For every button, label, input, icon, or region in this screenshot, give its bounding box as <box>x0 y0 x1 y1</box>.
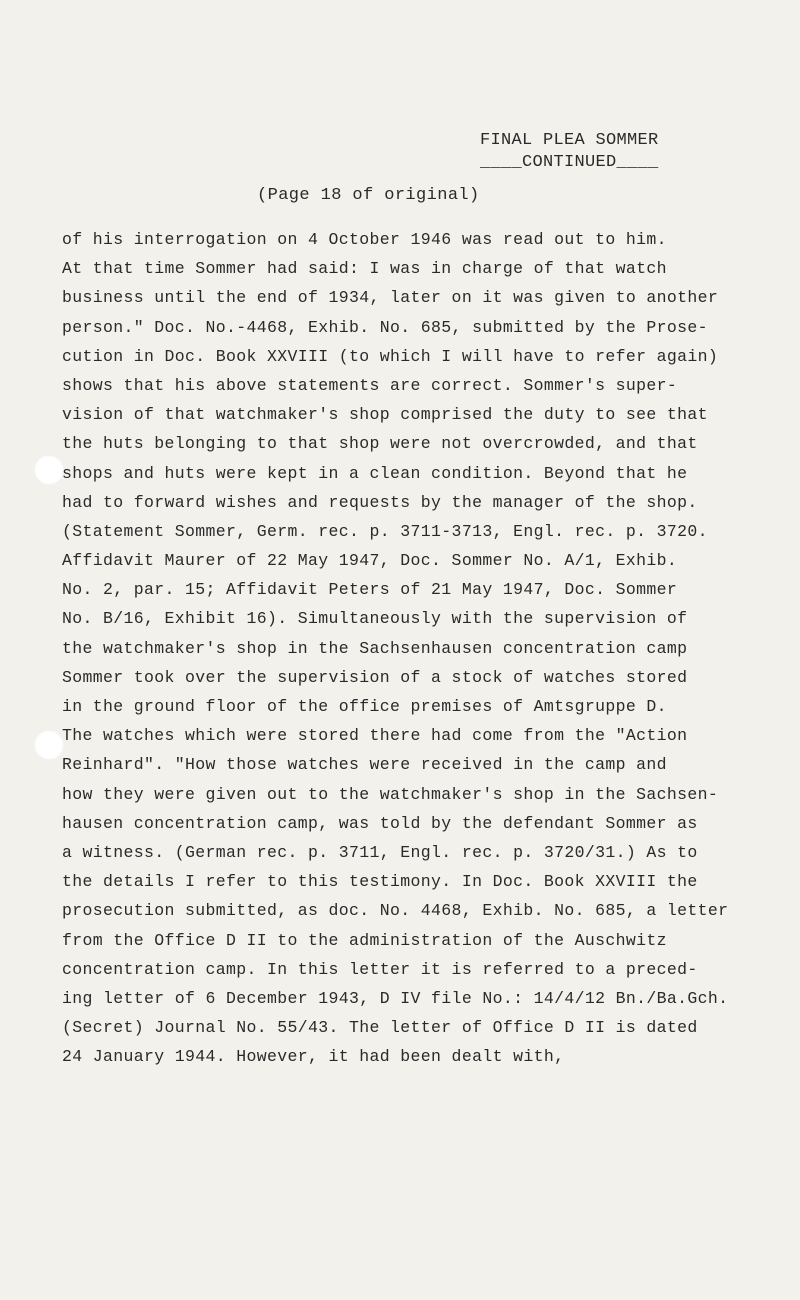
text-line: the details I refer to this testimony. In Doc. Book XXVIII the <box>62 872 698 892</box>
text-line: (Secret) Journal No. 55/43. The letter of Office D II is dated <box>62 1018 698 1038</box>
text-line: the huts belonging to that shop were not overcrowded, and that <box>62 434 698 454</box>
text-line: prosecution submitted, as doc. No. 4468, Exhib. No. 685, a letter <box>62 901 729 921</box>
text-line: a witness. (German rec. p. 3711, Engl. rec. p. 3720/31.) As to <box>62 842 698 862</box>
punch-hole-bottom <box>34 730 64 760</box>
text-line: of his interrogation on 4 October 1946 was read out to him. <box>62 230 667 249</box>
text-line: how they were given out to the watchmaker's shop in the Sachsen- <box>62 784 719 804</box>
header-continued: ____CONTINUED____ <box>480 153 659 172</box>
text-line: No. 2, par. 15; Affidavit Peters of 21 May 1947, Doc. Sommer <box>62 580 678 600</box>
text-line: from the Office D II to the administration of the Auschwitz <box>62 930 667 950</box>
text-line: concentration camp. In this letter it is referred to a preced- <box>62 959 698 979</box>
text-line: Reinhard". "How those watches were received in the camp and <box>62 755 667 775</box>
punch-hole-top <box>34 455 64 485</box>
text-line: hausen concentration camp, was told by the defendant Sommer as <box>62 813 698 833</box>
text-line: business until the end of 1934, later on it was given to another <box>62 288 719 308</box>
text-line: Affidavit Maurer of 22 May 1947, Doc. Sommer No. A/1, Exhib. <box>62 551 678 571</box>
page-reference: (Page 18 of original) <box>257 186 480 205</box>
text-line: the watchmaker's shop in the Sachsenhausen concentration camp <box>62 638 688 658</box>
text-line: At that time Sommer had said: I was in charge of that watch <box>62 259 667 279</box>
body-text <box>62 225 728 1071</box>
text-line: shops and huts were kept in a clean condition. Beyond that he <box>62 463 688 483</box>
text-line: ing letter of 6 December 1943, D IV file No.: 14/4/12 Bn./Ba.Gch. <box>62 988 729 1008</box>
text-line: person." Doc. No.-4468, Exhib. No. 685, submitted by the Prose- <box>62 317 708 337</box>
document-header <box>480 130 659 174</box>
text-line: The watches which were stored there had come from the "Action <box>62 726 688 746</box>
text-line: vision of that watchmaker's shop comprised the duty to see that <box>62 405 708 425</box>
text-line: Sommer took over the supervision of a stock of watches stored <box>62 667 688 687</box>
text-line: No. B/16, Exhibit 16). Simultaneously with the supervision of <box>62 609 688 629</box>
text-line: shows that his above statements are correct. Sommer's super- <box>62 375 678 395</box>
text-line: 24 January 1944. However, it had been dealt with, <box>62 1047 565 1067</box>
text-line: in the ground floor of the office premises of Amtsgruppe D. <box>62 697 667 716</box>
text-line: had to forward wishes and requests by the manager of the shop. <box>62 492 698 512</box>
text-line: (Statement Sommer, Germ. rec. p. 3711-3713, Engl. rec. p. 3720. <box>62 521 708 541</box>
header-title: FINAL PLEA SOMMER <box>480 131 659 150</box>
text-line: cution in Doc. Book XXVIII (to which I will have to refer again) <box>62 346 719 366</box>
